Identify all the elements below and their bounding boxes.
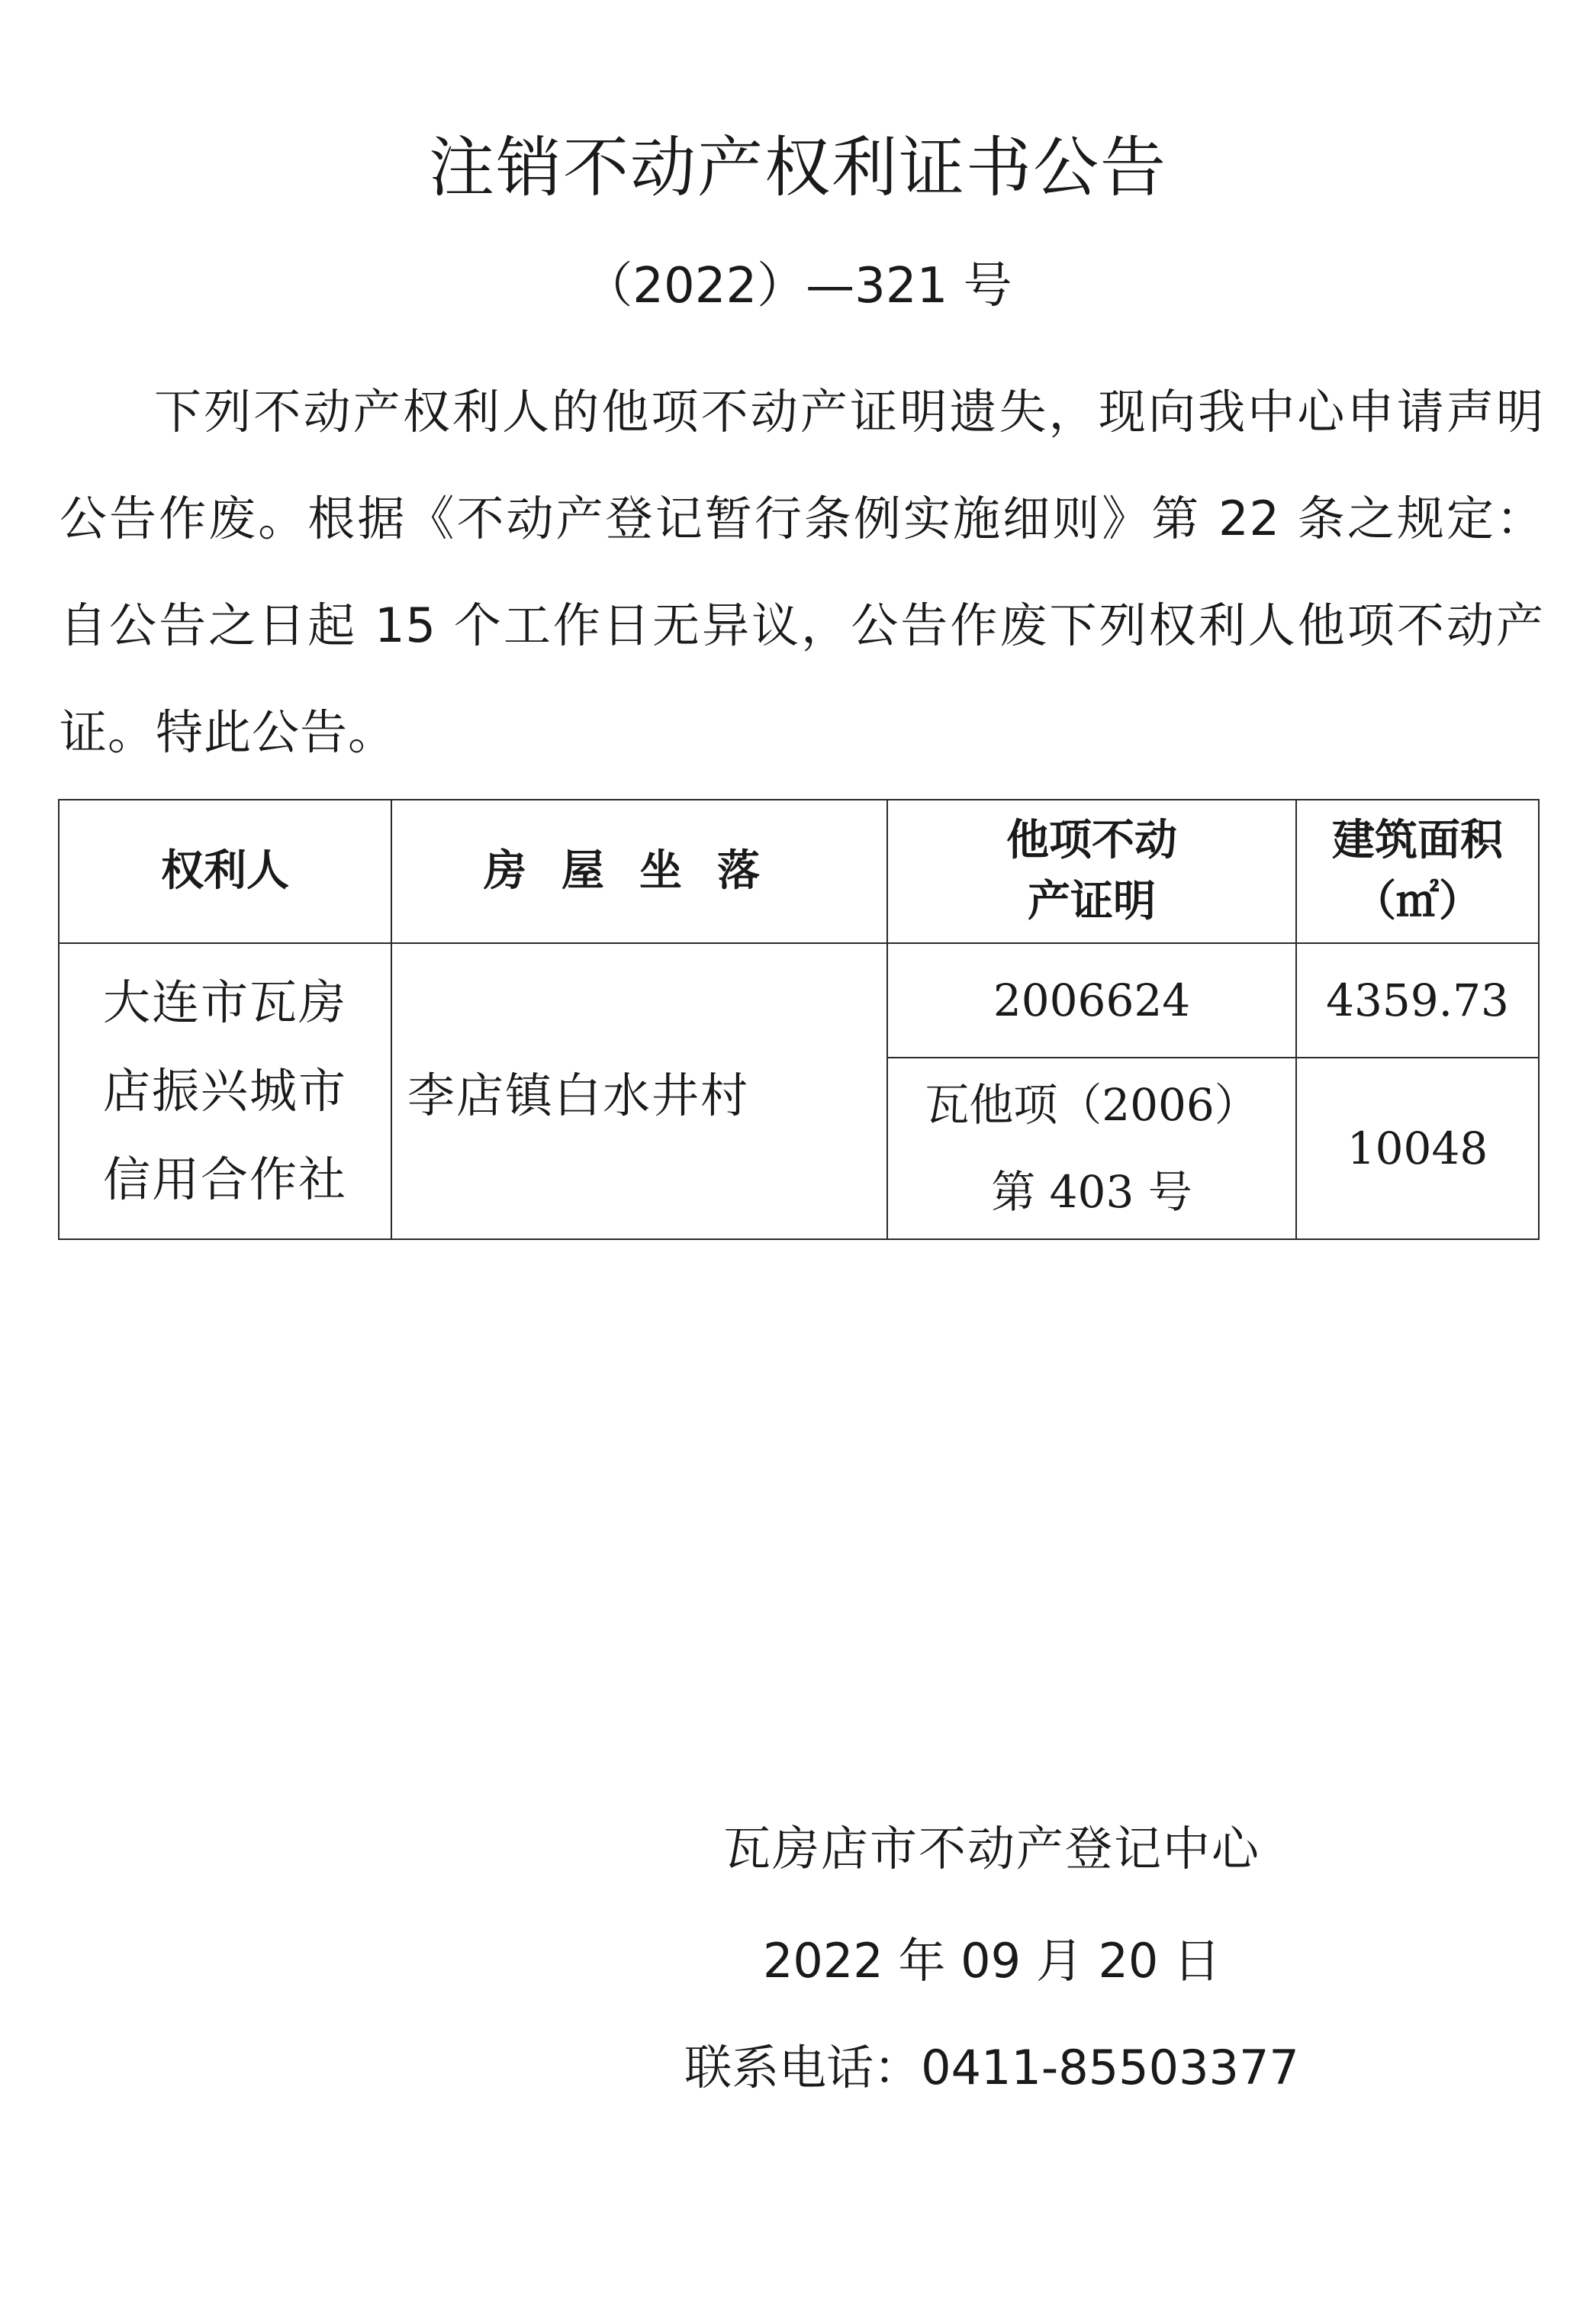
area-cell: 4359.73: [1296, 943, 1539, 1058]
header-owner: 权利人: [59, 800, 391, 943]
certificate-line1: 瓦他项（2006）: [925, 1079, 1259, 1131]
owner-line3: 信用合作社: [102, 1151, 347, 1207]
owner-line2: 店振兴城市: [102, 1063, 347, 1119]
location-cell: 李店镇白水井村: [391, 943, 887, 1239]
page-title: 注销不动产权利证书公告: [429, 130, 1167, 206]
header-area: [1296, 800, 1539, 943]
table-row: [59, 943, 1539, 1058]
document-number: （2022）—321 号: [584, 258, 1012, 314]
header-area-line1: 建筑面积: [1332, 816, 1503, 865]
issue-date: 2022 年 09 月 20 日: [762, 1933, 1221, 1989]
owner-line1: 大连市瓦房: [102, 974, 347, 1030]
issuing-organization: 瓦房店市不动产登记中心: [722, 1821, 1260, 1876]
certificate-cell: 2006624: [887, 943, 1296, 1058]
area-cell: 10048: [1296, 1058, 1539, 1239]
header-area-line2: （㎡）: [1353, 877, 1482, 926]
announcement-body: 下列不动产权利人的他项不动产证明遗失，现向我中心申请声明公告作废。根据《不动产登记暂行条例实施细则》第 22 条之规定：自公告之日起 15 个工作日无异议，公告作废下列权利人他项不动产证。特此公告。: [60, 384, 1544, 760]
contact-phone: 联系电话：0411-85503377: [684, 2040, 1299, 2095]
header-location: [391, 800, 887, 943]
header-certificate-line2: 产证明: [1028, 877, 1156, 926]
table-header-row: [59, 800, 1539, 943]
certificate-table: [58, 799, 1540, 1240]
header-certificate: [887, 800, 1296, 943]
header-location-label: 房屋坐落: [484, 846, 795, 896]
certificate-cell: [887, 1058, 1296, 1239]
header-certificate-line1: 他项不动: [1006, 816, 1177, 865]
owner-cell: [59, 943, 391, 1239]
certificate-line2: 第 403 号: [991, 1166, 1192, 1218]
